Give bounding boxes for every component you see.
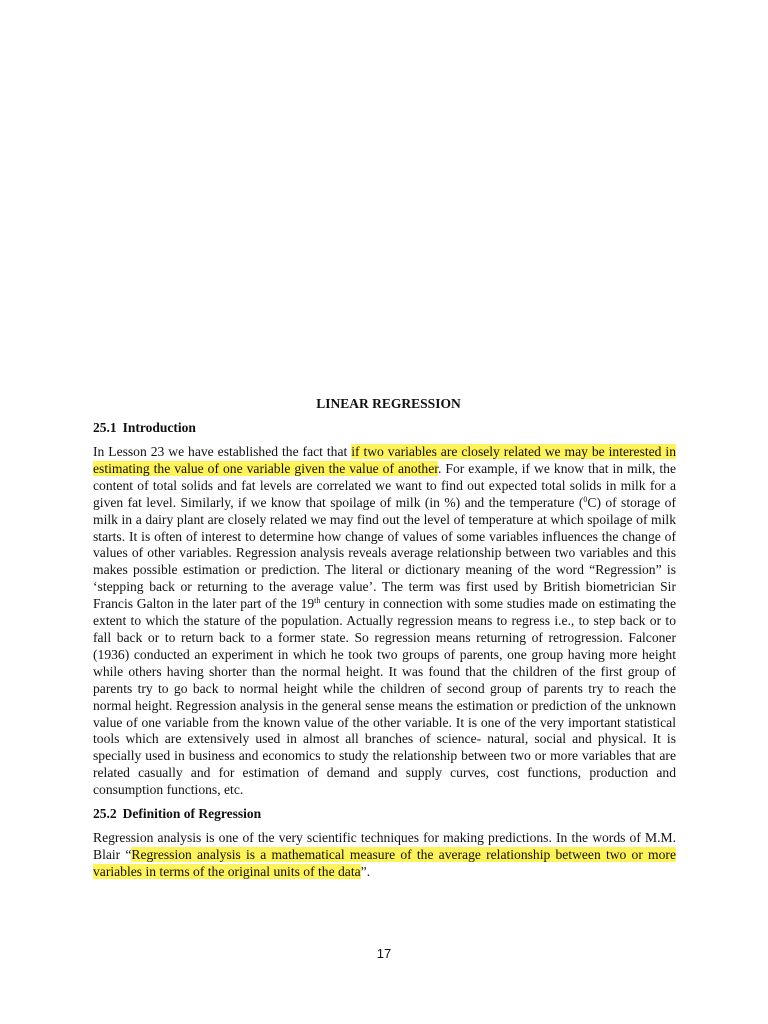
text-run: In Lesson 23 we have established the fact that (93, 444, 352, 459)
superscript: th (314, 596, 321, 606)
section-title: Introduction (122, 420, 196, 435)
document-title: LINEAR REGRESSION (316, 396, 461, 411)
highlighted-text: Regression analysis is a mathematical measure of the average relationship between two or more variables in terms of the original units of the data (93, 846, 676, 879)
text-run: C) of storage of milk in a dairy plant are closely related we may find out the level of temperature at which spoilage of milk starts. It is often of interest to determine how change of values of some variables influences the change of values of other variables. Regression analysis reveals average relationship between two variables and this makes possible estimation or prediction. The literal or dictionary meaning of the word “Regression” is ‘stepping back or returning to the average value’. The term was first used by British biometrician Sir Francis Galton in the later part of the 19 (93, 494, 676, 612)
section-heading-introduction (93, 420, 676, 436)
text-run: Regression analysis is one of the very scientific techniques for making predictions. In the words of M.M. Blair “ (93, 830, 676, 862)
section-number: 25.1 (93, 420, 117, 435)
section-title: Definition of Regression (122, 806, 262, 822)
text-run: ”. (360, 863, 371, 879)
document-body (93, 396, 676, 888)
superscript: 0 (583, 494, 588, 504)
section-heading-definition (93, 806, 676, 822)
text-run: century in connection with some studies made on estimating the extent to which the stature of the population. Actually regression means to regress i.e., to step back or to fall back or to return back to a former state. So regression means returning of retrogression. Falconer (1936) conducted an experiment in which he took two groups of parents, one group having more height while others having shorter than the normal height. It was found that the children of the first group of parents try to go back to normal height while the children of second group of parents try to reach the normal height. Regression analysis in the general sense means the estimation or prediction of the unknown value of one variable from the known value of the other variable. It is one of the very important statistical tools which are extensively used in almost all branches of science- natural, social and physical. It is specially used in business and economics to study the relationship between two or more variables that are related casually and for estimation of demand and supply curves, cost functions, production and consumption functions, etc. (93, 596, 676, 798)
section-number: 25.2 (93, 806, 117, 822)
text-run: . For example, if we know that in milk, the content of total solids and fat levels are correlated we want to find out expected total solids in milk for a given fat level. Similarly, if we know that spoilage of milk (in %) and the temperature ( (93, 460, 677, 510)
page-number: 17 (376, 946, 392, 961)
highlighted-text: if two variables are closely related we may be interested in estimating the value of one variable given the value of another (93, 444, 676, 476)
definition-paragraph (93, 830, 676, 881)
introduction-paragraph (93, 444, 676, 799)
